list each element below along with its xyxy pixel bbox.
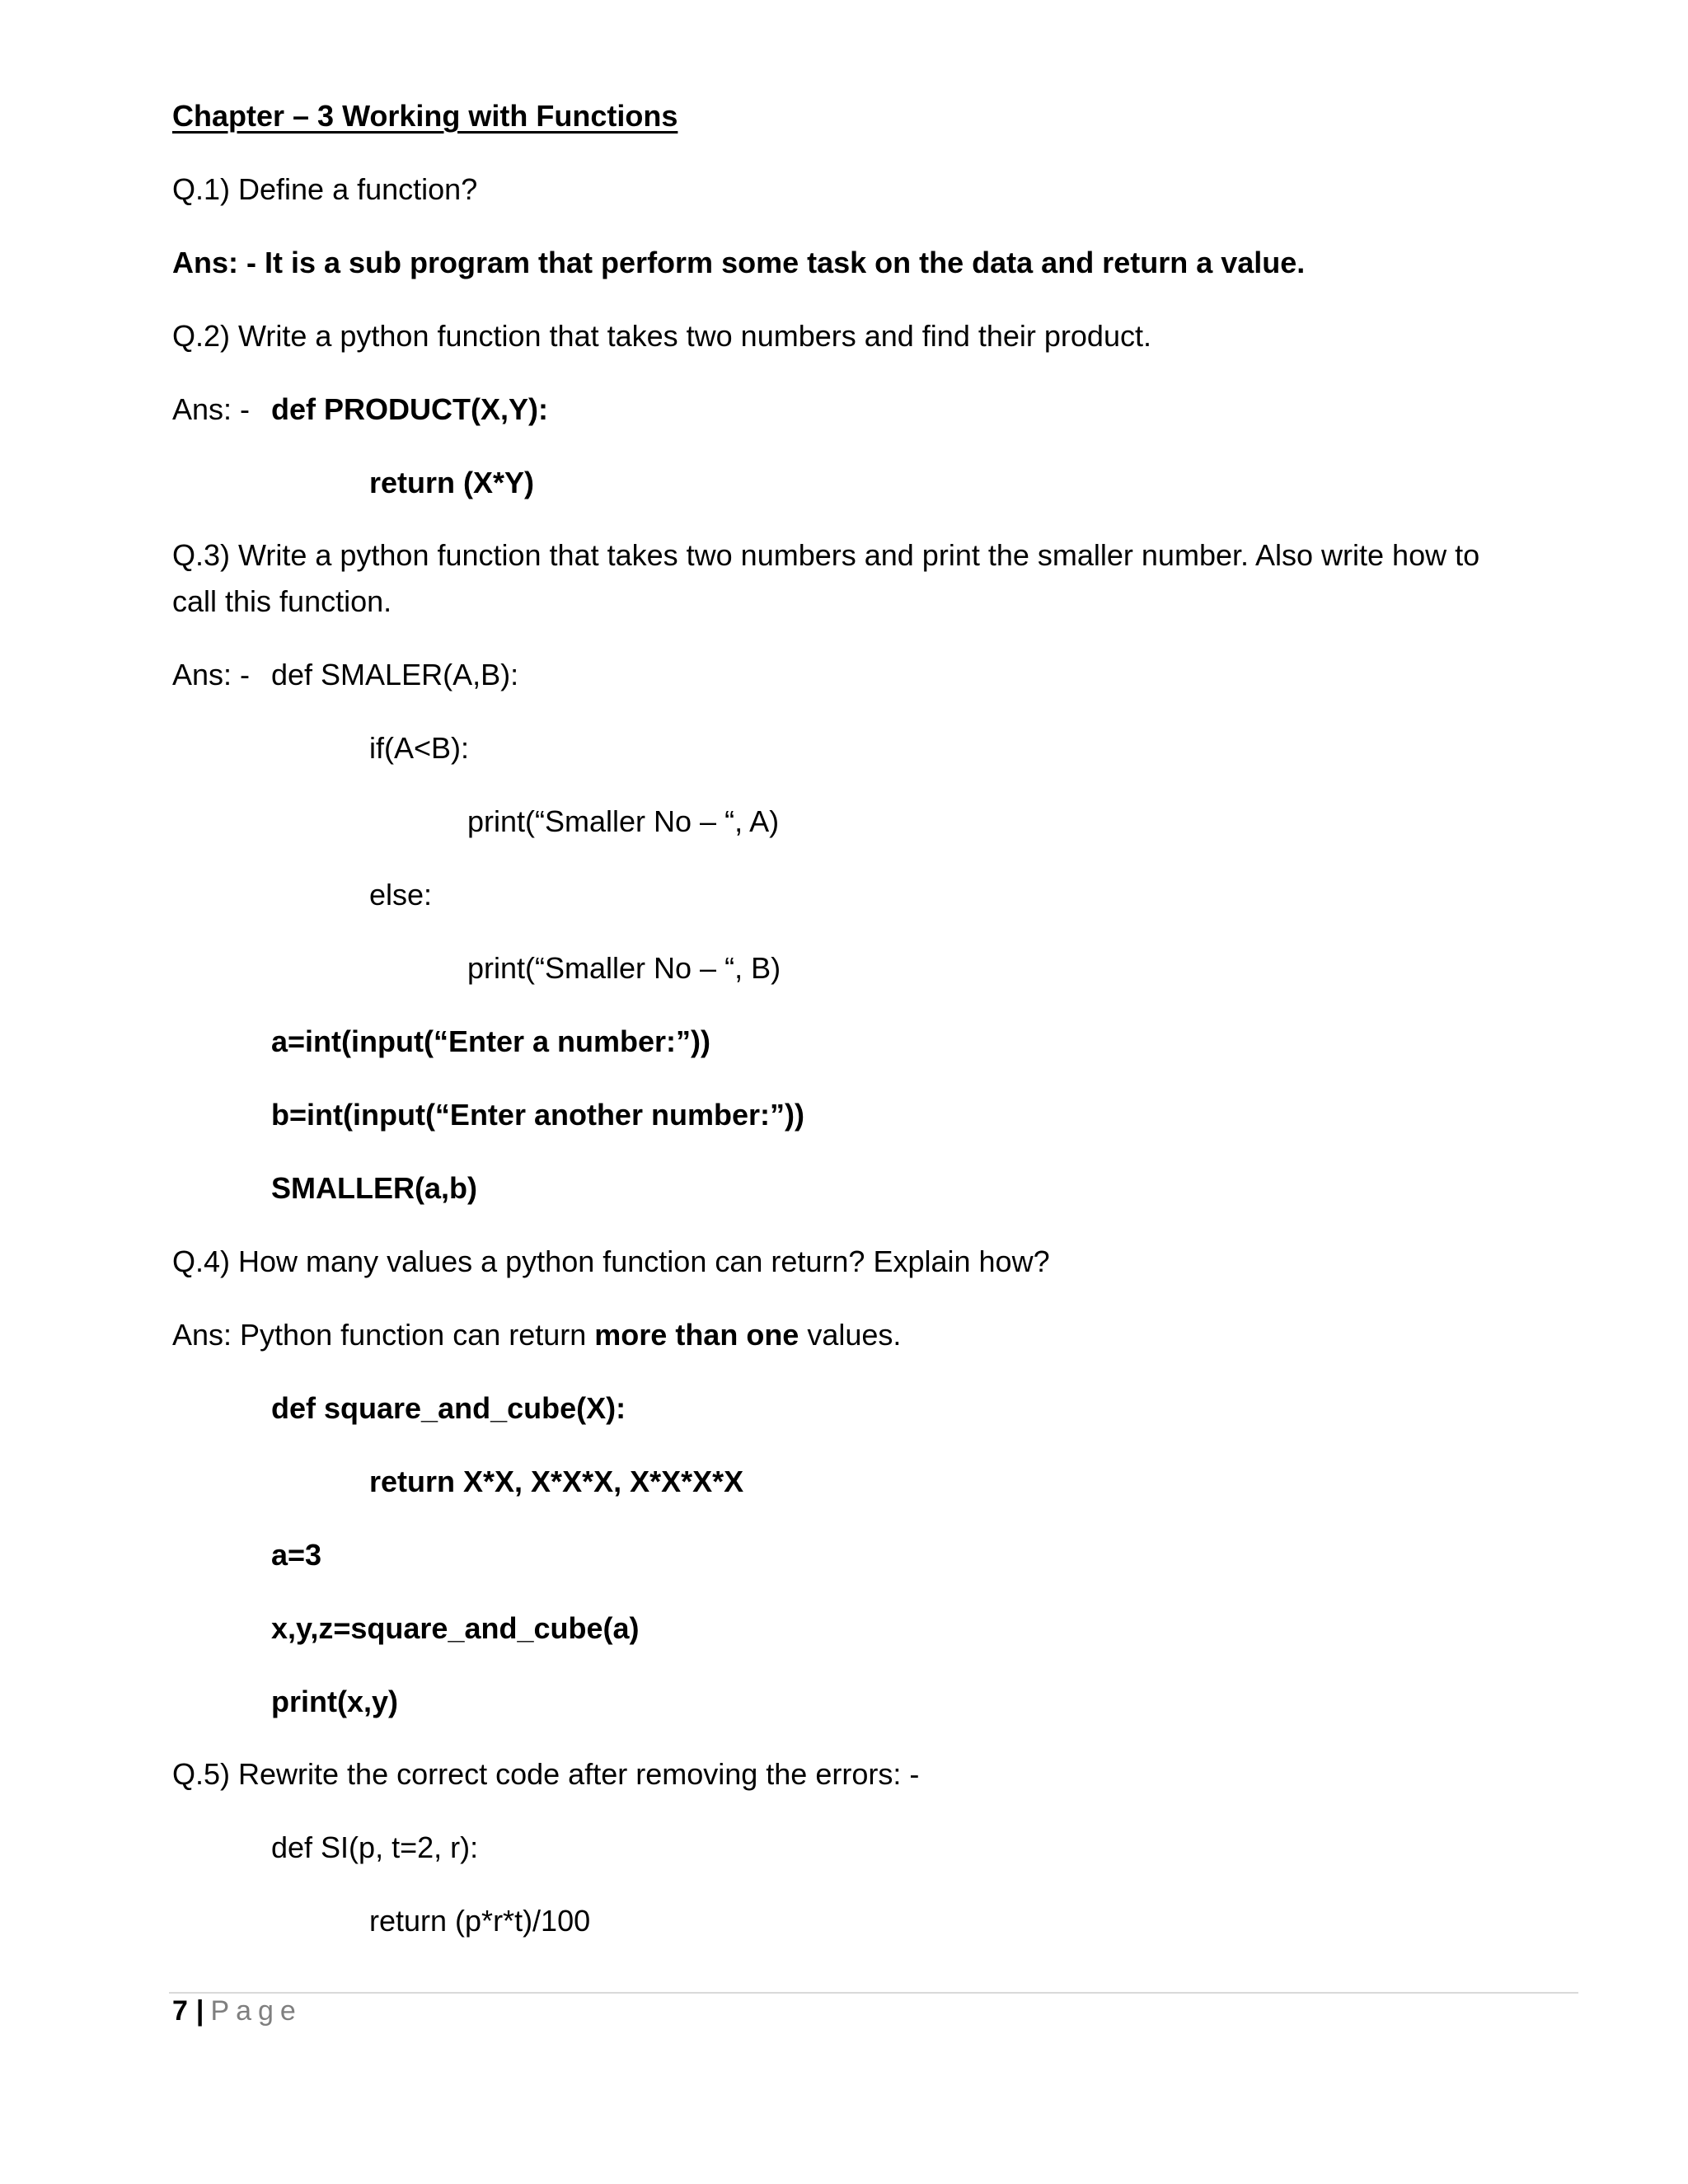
code-line: print(“Smaller No – “, B) — [467, 951, 781, 985]
code-line: a=int(input(“Enter a number:”)) — [271, 1024, 710, 1058]
answer-2-label: Ans: - — [172, 392, 251, 426]
question-3-line-2: call this function. — [172, 584, 392, 618]
code-line: SMALLER(a,b) — [271, 1171, 477, 1205]
code-line: if(A<B): — [369, 731, 470, 765]
code-line: print(x,y) — [271, 1685, 399, 1718]
page-label: Page — [210, 1995, 302, 2027]
code-line: return (X*Y) — [369, 466, 535, 499]
question-4: Q.4) How many values a python function can return? Explain how? — [172, 1244, 1050, 1278]
question-5: Q.5) Rewrite the correct code after removing the errors: - — [172, 1757, 920, 1791]
question-2: Q.2) Write a python function that takes two numbers and find their product. — [172, 319, 1151, 353]
question-3-line-1: Q.3) Write a python function that takes two numbers and print the smaller number. Also write how to — [172, 538, 1480, 572]
code-line: def SI(p, t=2, r): — [271, 1830, 479, 1864]
answer-3-label: Ans: - — [172, 658, 251, 691]
answer-4-text: Ans: Python function can return — [172, 1318, 595, 1352]
code-line: x,y,z=square_and_cube(a) — [271, 1611, 640, 1645]
code-line: return X*X, X*X*X, X*X*X*X — [369, 1465, 744, 1498]
code-line: print(“Smaller No – “, A) — [467, 804, 780, 838]
answer-4 — [172, 1317, 901, 1353]
code-line: b=int(input(“Enter another number:”)) — [271, 1098, 804, 1132]
page-footer — [172, 1993, 302, 2029]
footer-divider — [169, 1992, 1578, 1994]
footer-separator: | — [195, 1995, 204, 2027]
code-line: else: — [369, 878, 433, 912]
question-1: Q.1) Define a function? — [172, 172, 478, 206]
code-line: def PRODUCT(X,Y): — [271, 392, 548, 426]
chapter-title: Chapter – 3 Working with Functions — [172, 99, 678, 133]
code-line: return (p*r*t)/100 — [369, 1904, 591, 1938]
code-line: def square_and_cube(X): — [271, 1391, 626, 1425]
answer-4-text-end: values. — [799, 1318, 902, 1352]
code-line: def SMALER(A,B): — [271, 658, 519, 691]
answer-1: Ans: - It is a sub program that perform some task on the data and return a value. — [172, 246, 1306, 279]
code-line: a=3 — [271, 1538, 322, 1572]
page-number: 7 — [172, 1995, 188, 2027]
answer-4-emphasis: more than one — [594, 1318, 799, 1352]
